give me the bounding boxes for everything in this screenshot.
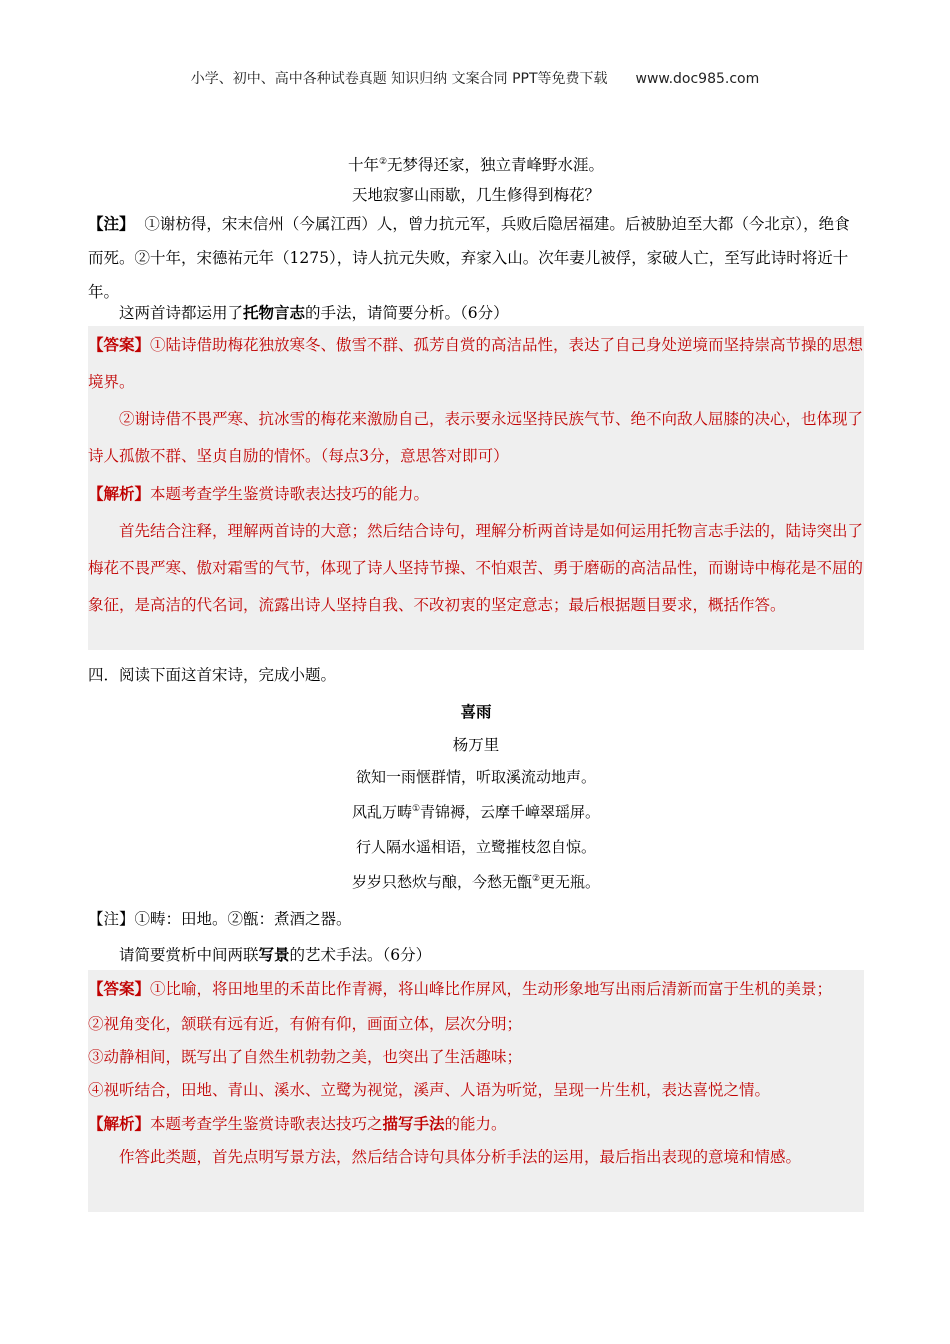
- poem2-line4: [88, 865, 864, 900]
- answer2-p1-text: ①比喻，将田地里的禾苗比作青褥，将山峰比作屏风，生动形象地写出雨后清新而富于生机的美景；: [150, 980, 833, 998]
- answer2-analysis-b: 的能力。: [444, 1115, 507, 1133]
- answer1-analysis-text: 本题考查学生鉴赏诗歌表达技巧的能力。: [150, 485, 430, 503]
- section4-heading: 四．阅读下面这首宋诗，完成小题。: [88, 666, 337, 684]
- poem1-line1-part-a: 十年: [347, 156, 379, 174]
- answer1-p1: [88, 326, 864, 401]
- poem2: [88, 760, 864, 900]
- answer2-analysis: [88, 1107, 864, 1141]
- answer2-p3: ③动静相间，既写出了自然生机勃勃之美，也突出了生活趣味；: [88, 1048, 523, 1066]
- answer2-p2: ②视角变化，颔联有远有近，有俯有仰，画面立体，层次分明；: [88, 1015, 523, 1033]
- poem2-line2-b: 青锦褥，云摩千嶂翠瑶屏。: [420, 803, 601, 821]
- poem2-line4-a: 岁岁只愁炊与酿，今愁无甑: [351, 873, 532, 891]
- answer1-p2: ②谢诗借不畏严寒、抗冰雪的梅花来激励自己，表示要永远坚持民族气节、绝不向敌人屈膝的决心，也体现了诗人孤傲不群、坚贞自励的情怀。（每点3分，意思答对即可）: [88, 410, 864, 465]
- footnote-mark: ②: [531, 874, 541, 884]
- poem-title: 喜雨: [460, 702, 492, 721]
- question2-text-b: 的艺术手法。（6分）: [289, 946, 432, 964]
- poem2-line2: [88, 795, 864, 830]
- question1: [88, 296, 864, 330]
- answer2-p5: 作答此类题，首先点明写景方法，然后结合诗句具体分析手法的运用，最后指出表现的意境和情感。: [119, 1148, 802, 1166]
- answer2-box: [88, 970, 864, 1212]
- question2-keyword: 写景: [258, 945, 290, 964]
- question1-text-a: 这两首诗都运用了: [119, 304, 244, 322]
- poem2-line1: 欲知一雨惬群情，听取溪流动地声。: [355, 768, 596, 786]
- footnote-mark: ①: [411, 804, 421, 814]
- note1: [88, 207, 864, 309]
- answer2-label: 【答案】: [88, 979, 151, 998]
- header-url[interactable]: www.doc985.com: [635, 71, 760, 87]
- poem1-line1-part-b: 无梦得还家，独立青峰野水涯。: [387, 156, 605, 174]
- question1-keyword: 托物言志: [243, 303, 306, 322]
- question2-text-a: 请简要赏析中间两联: [119, 946, 259, 964]
- answer1-p1-text: ①陆诗借助梅花独放寒冬、傲雪不群、孤芳自赏的高洁品性，表达了自己身处逆境而坚持崇高节操的思想境界。: [88, 336, 864, 391]
- note1-text: ①谢枋得，宋末信州（今属江西）人，曾力抗元军，兵败后隐居福建。后被胁迫至大都（今北京），绝食而死。②十年，宋德祐元年（1275），诗人抗元失败，弃家入山。次年妻儿被俘，家破人亡，至写此诗时将近十年。: [88, 215, 850, 301]
- answer2-p4: ④视听结合，田地、青山、溪水、立鹭为视觉，溪声、人语为听觉，呈现一片生机，表达喜悦之情。: [88, 1081, 771, 1099]
- header-text: 小学、初中、高中各种试卷真题 知识归纳 文案合同 PPT等免费下载: [190, 71, 608, 87]
- note2: 【注】①畴：田地。②甑：煮酒之器。: [88, 910, 352, 928]
- footnote-mark: ②: [378, 156, 388, 167]
- page-header: [0, 68, 950, 88]
- answer2-analysis-a: 本题考查学生鉴赏诗歌表达技巧之: [150, 1115, 383, 1133]
- answer1-analysis: [88, 475, 864, 513]
- note1-label: 【注】: [88, 214, 135, 233]
- answer1-analysis-label: 【解析】: [88, 484, 151, 503]
- answer1-label: 【答案】: [88, 335, 151, 354]
- answer2-analysis-label: 【解析】: [88, 1114, 151, 1133]
- answer2-analysis-keyword: 描写手法: [382, 1114, 445, 1133]
- answer1-box: [88, 326, 864, 650]
- answer1-p3: 首先结合注释，理解两首诗的大意；然后结合诗句，理解分析两首诗是如何运用托物言志手法的，陆诗突出了梅花不畏严寒、傲对霜雪的气节，体现了诗人坚持节操、不怕艰苦、勇于磨砺的高洁品性，而谢诗中梅花是不屈的象征，是高洁的代名词，流露出诗人坚持自我、不改初衷的坚定意志；最后根据题目要求，概括作答。: [88, 522, 864, 614]
- poem2-line3: 行人隔水遥相语，立鹭摧枝忽自惊。: [355, 838, 596, 856]
- poem2-line2-a: 风乱万畴: [351, 803, 412, 821]
- poem2-line4-b: 更无瓶。: [540, 873, 601, 891]
- question1-text-b: 的手法，请简要分析。（6分）: [305, 304, 509, 322]
- answer2-p1: [88, 970, 864, 1008]
- poem1-line1: [88, 148, 864, 182]
- poem-author: 杨万里: [452, 736, 500, 754]
- question2: [88, 938, 864, 972]
- poem1-line2: 天地寂寥山雨歇，几生修得到梅花？: [351, 186, 600, 204]
